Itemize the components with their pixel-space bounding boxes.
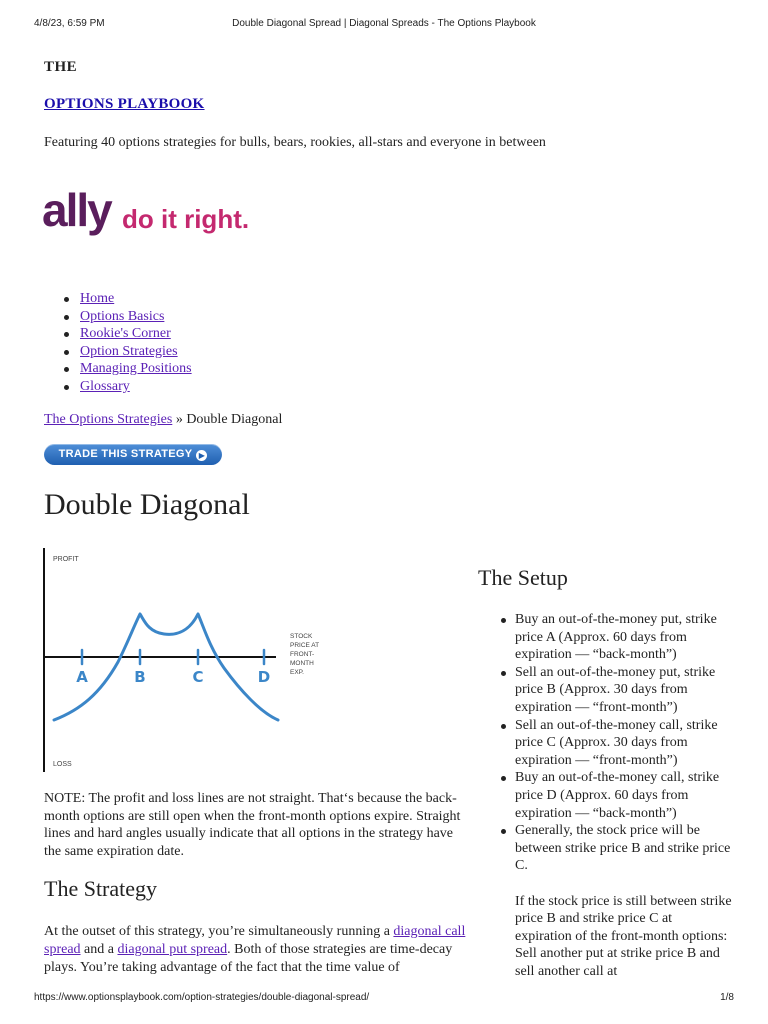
- axis-label-line: MONTH: [290, 660, 314, 667]
- setup-item: Sell an out-of-the-money put, strike price B (Approx. 30 days from expiration — “front-month”): [500, 664, 732, 717]
- setup-list: [500, 611, 732, 980]
- strike-label-b: B: [134, 668, 146, 686]
- breadcrumb-options-strategies-link[interactable]: The Options Strategies: [44, 412, 173, 427]
- profit-loss-diagram: [40, 544, 340, 776]
- ally-logo: ally: [42, 188, 111, 236]
- profit-loss-curve: [54, 614, 278, 720]
- loss-label: LOSS: [53, 761, 72, 768]
- strategy-heading: The Strategy: [44, 876, 158, 901]
- page-title: Double Diagonal: [44, 488, 250, 521]
- nav-item-managing-positions: [62, 360, 192, 378]
- setup-continuation: If the stock price is still between strike price B and strike price C at expiration of the front-month options: Sell another put at strike price B and sell another call at: [515, 893, 732, 979]
- ally-ad-banner[interactable]: [40, 188, 270, 248]
- breadcrumb-separator: »: [175, 412, 183, 427]
- print-page-number: 1/8: [720, 992, 734, 1003]
- strategy-paragraph: [44, 923, 474, 977]
- nav-link-home[interactable]: Home: [80, 291, 115, 306]
- nav-item-option-strategies: [62, 343, 192, 361]
- print-footer: [34, 992, 734, 1003]
- setup-item-text: Generally, the stock price will be between strike price B and strike price C.: [515, 823, 731, 874]
- nav-link-managing-positions[interactable]: Managing Positions: [80, 361, 192, 377]
- print-datetime: 4/8/23, 6:59 PM: [34, 18, 105, 29]
- strike-label-a: A: [76, 668, 88, 686]
- trade-button-label: TRADE THIS STRATEGY: [58, 448, 193, 460]
- note-paragraph: NOTE: The profit and loss lines are not straight. That‘s because the back-month options are still open when the front-month options expire. Straight lines and hard angles usually indicate that all options in the strategy have the same expiration date.: [44, 791, 461, 859]
- site-the: THE: [44, 59, 78, 75]
- axis-label-line: FRONT-: [290, 651, 315, 658]
- nav-item-rookies-corner: [62, 325, 192, 343]
- ally-slogan: do it right.: [122, 204, 250, 234]
- print-url: https://www.optionsplaybook.com/option-strategies/double-diagonal-spread/: [34, 992, 370, 1003]
- main-nav: [62, 290, 192, 396]
- axis-label-line: EXP.: [290, 669, 304, 676]
- profit-label: PROFIT: [53, 556, 79, 563]
- axis-label-line: STOCK: [290, 633, 313, 640]
- nav-item-home: [62, 290, 192, 308]
- nav-item-glossary: [62, 378, 192, 396]
- diagonal-call-spread-link[interactable]: diagonal call spread: [44, 924, 466, 957]
- strategy-rest-text: . Both of those strategies are time-decay plays. You’re taking advantage of the fact that the time value of: [44, 942, 453, 975]
- tagline: Featuring 40 options strategies for bulls, bears, rookies, all-stars and everyone in between: [44, 135, 546, 150]
- nav-link-option-strategies[interactable]: Option Strategies: [80, 343, 178, 359]
- strike-label-c: C: [192, 668, 204, 686]
- nav-item-options-basics: [62, 308, 192, 326]
- print-page-title: Double Diagonal Spread | Diagonal Spreads - The Options Playbook: [232, 18, 536, 29]
- setup-item: Sell an out-of-the-money call, strike price C (Approx. 30 days from expiration — “front-month”): [500, 717, 732, 770]
- diagonal-put-spread-link[interactable]: diagonal put spread: [117, 942, 228, 957]
- nav-link-options-basics[interactable]: Options Basics: [80, 308, 165, 324]
- trade-this-strategy-button[interactable]: [44, 444, 222, 465]
- strategy-intro-text: At the outset of this strategy, you’re simultaneously running a: [44, 924, 390, 939]
- breadcrumb-current: Double Diagonal: [186, 412, 283, 427]
- nav-link-rookies-corner[interactable]: Rookie's Corner: [80, 326, 171, 342]
- setup-item: Buy an out-of-the-money put, strike price A (Approx. 60 days from expiration — “back-month”): [500, 611, 732, 664]
- strike-label-d: D: [257, 668, 271, 686]
- site-name-link[interactable]: OPTIONS PLAYBOOK: [44, 96, 205, 112]
- arrow-right-circle-icon: ▶: [196, 450, 207, 461]
- setup-item: Buy an out-of-the-money call, strike price D (Approx. 60 days from expiration — “back-month”): [500, 769, 732, 822]
- nav-link-glossary[interactable]: Glossary: [80, 378, 130, 394]
- strategy-mid-text: and a: [84, 942, 114, 957]
- axis-label-line: PRICE AT: [290, 642, 320, 649]
- breadcrumb: [44, 412, 282, 428]
- setup-heading: The Setup: [478, 565, 568, 590]
- setup-item: [500, 822, 732, 980]
